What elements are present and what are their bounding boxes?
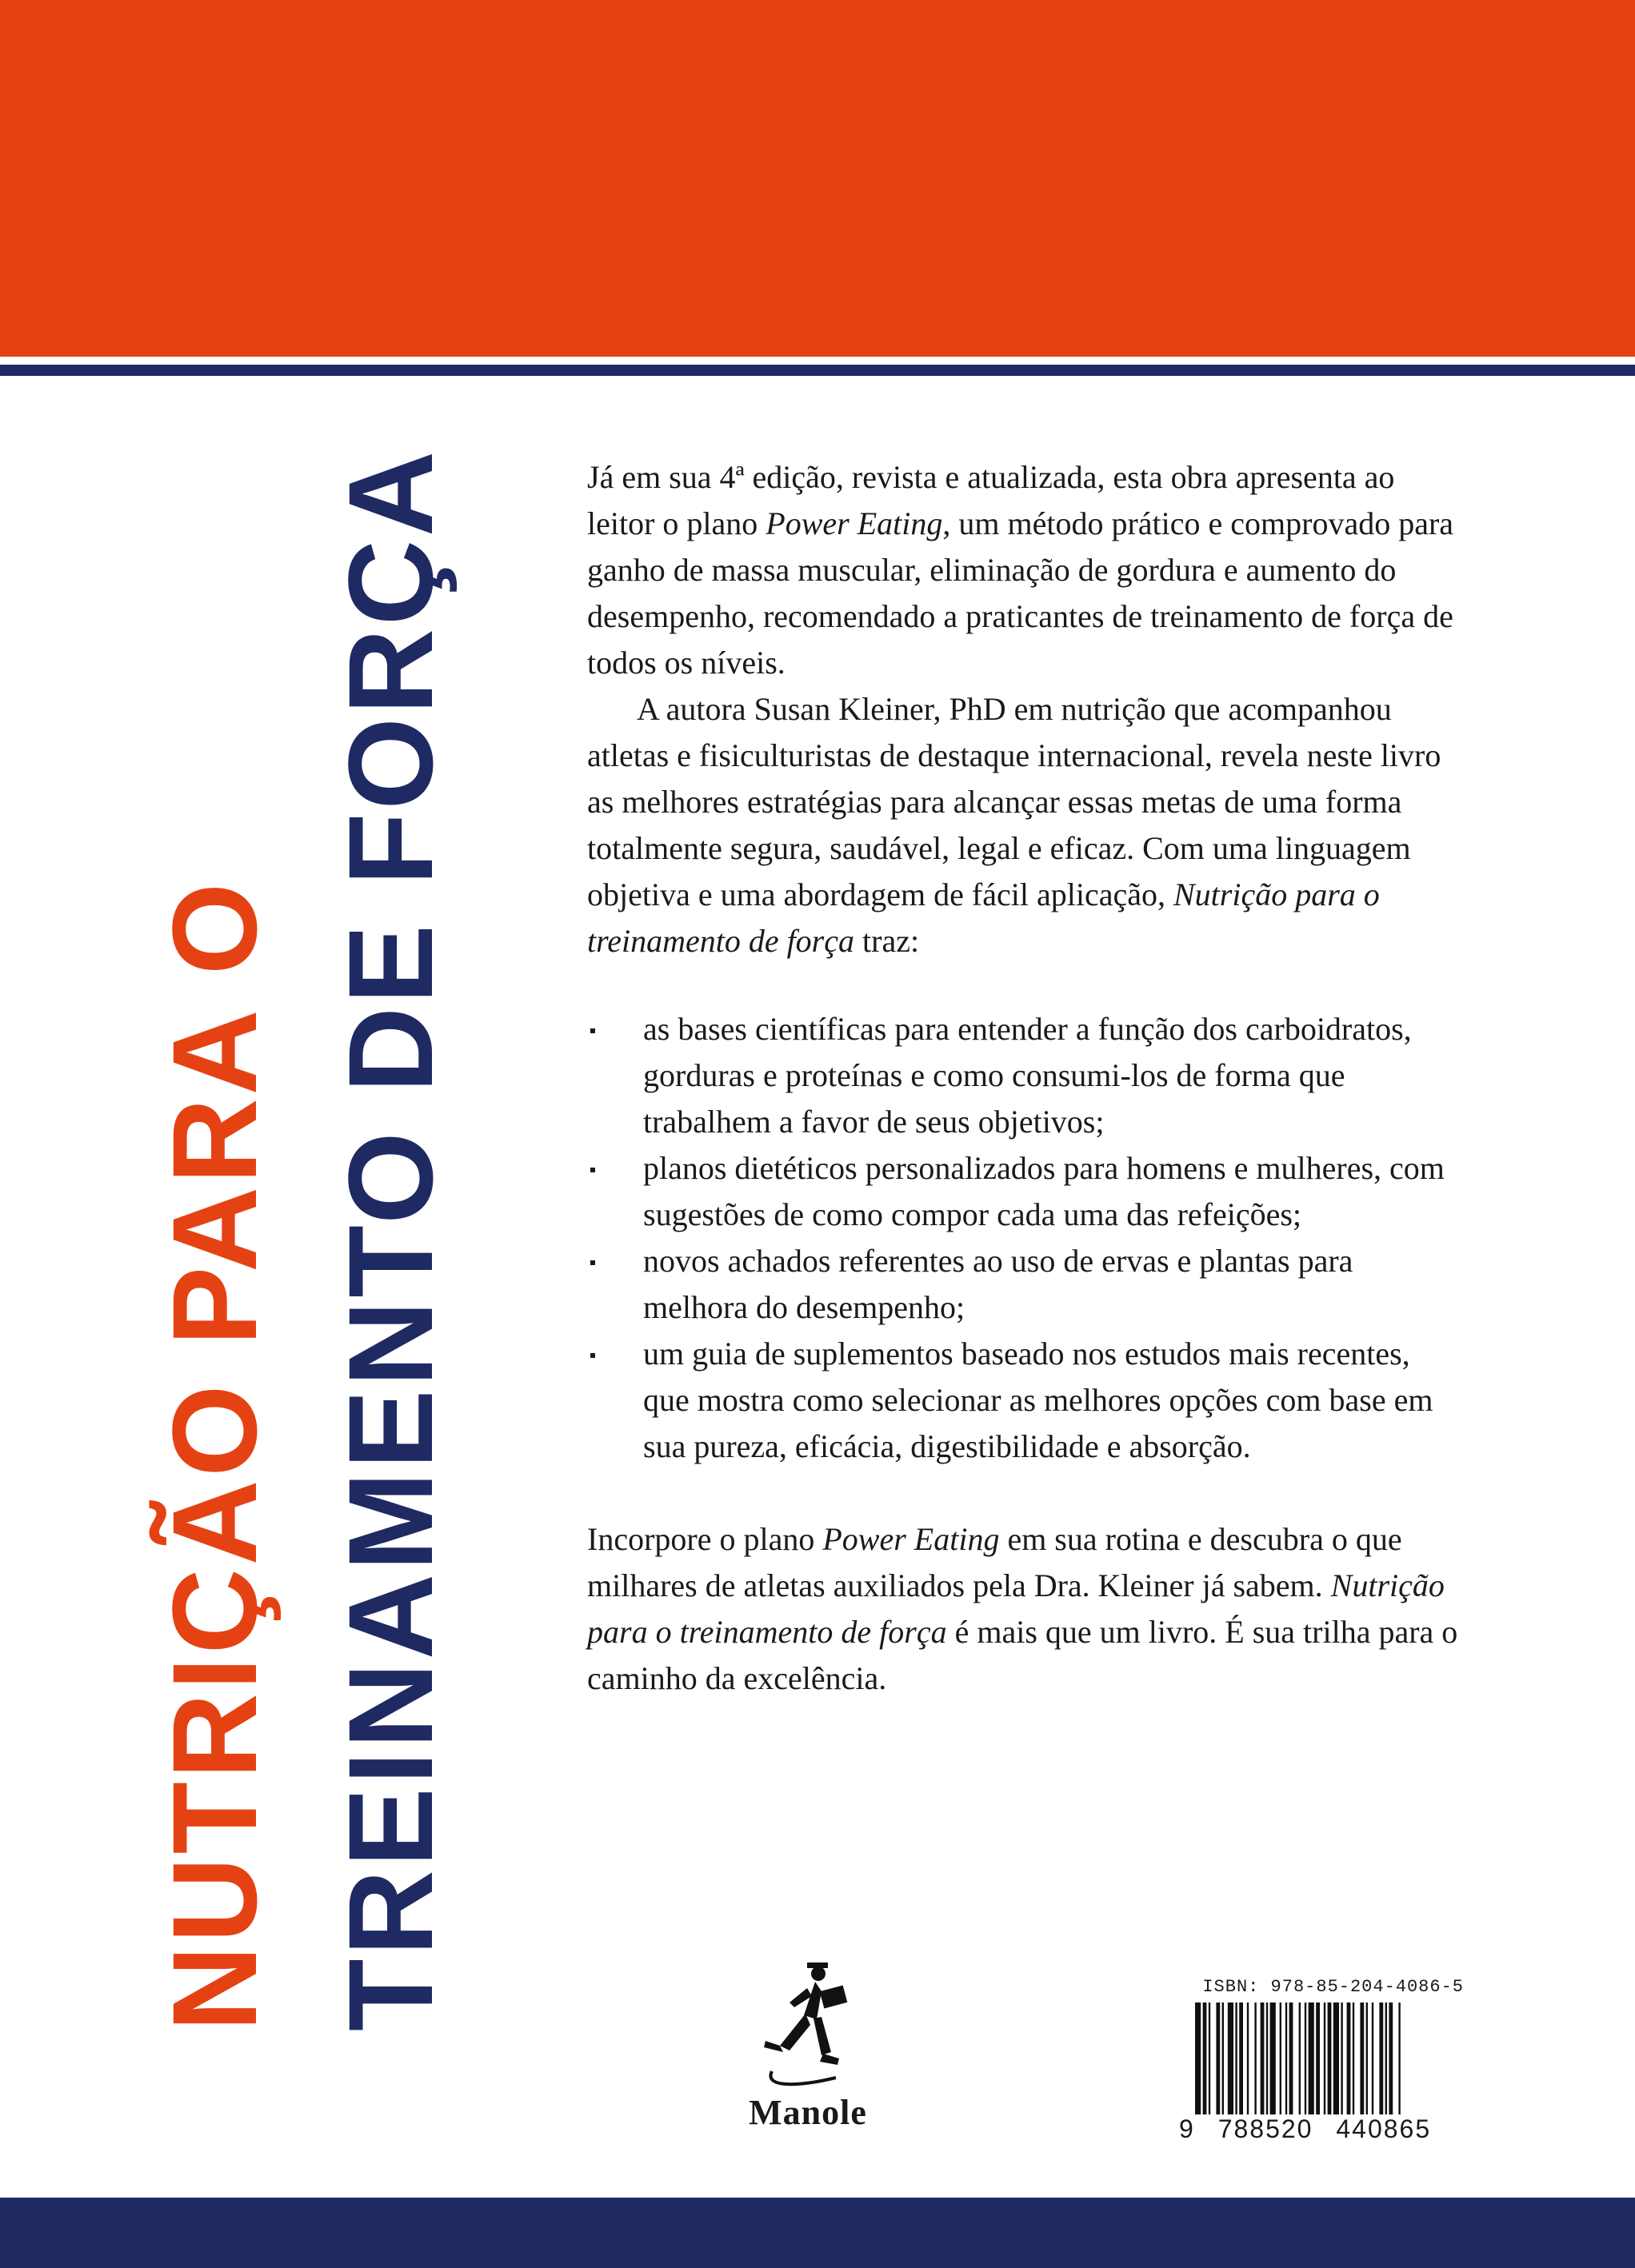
- barcode-bar: [1239, 2002, 1243, 2114]
- blurb-paragraph-1: Já em sua 4ª edição, revista e atualizada, esta obra apresenta ao leitor o plano Power Eating, um método prático e comprovado para ganho de massa muscular, eliminação de gordura e aumento do desempenho, recomendado a praticantes de treinamento de força de todos os níveis.: [587, 459, 1454, 681]
- list-item: planos dietéticos personalizados para homens e mulheres, com sugestões de como compor cada uma das refeições;: [587, 1145, 1459, 1238]
- barcode-bar: [1254, 2002, 1256, 2114]
- barcode-bar: [1341, 2002, 1342, 2114]
- barcode-bar: [1324, 2002, 1325, 2114]
- barcode-bar: [1299, 2002, 1301, 2114]
- navy-divider: [0, 365, 1635, 376]
- barcode-bar: [1270, 2002, 1276, 2114]
- barcode-bar: [1309, 2002, 1314, 2114]
- barcode-bar: [1222, 2002, 1224, 2114]
- barcode-bar: [1333, 2002, 1339, 2114]
- isbn-label: ISBN: 978-85-204-4086-5: [1202, 1977, 1464, 1997]
- barcode-bar: [1316, 2002, 1320, 2114]
- title-line-1: NUTRIÇÃO PARA O: [147, 864, 282, 2031]
- blurb-paragraph-3: Incorpore o plano Power Eating em sua rotina e descubra o que milhares de atletas auxiliados pela Dra. Kleiner já sabem. Nutrição para o treinamento de força é mais que um livro. É sua trilha para o caminho da excelência.: [587, 1521, 1458, 1696]
- barcode-bar: [1328, 2002, 1332, 2114]
- ean-left-group: 788520: [1217, 2114, 1313, 2143]
- barcode-bar: [1195, 2002, 1201, 2114]
- barcode-bar: [1360, 2002, 1364, 2114]
- feature-list: [587, 1006, 1459, 1470]
- barcode-bar: [1235, 2002, 1237, 2114]
- back-cover-blurb: [587, 454, 1459, 1702]
- list-item: as bases científicas para entender a função dos carboidratos, gorduras e proteínas e como consumi-los de forma que trabalhem a favor de seus objetivos;: [587, 1006, 1459, 1145]
- barcode-bar: [1353, 2002, 1354, 2114]
- ean-digits: [1179, 2114, 1464, 2144]
- barcode-bar: [1347, 2002, 1351, 2114]
- top-orange-band: [0, 0, 1635, 357]
- vertical-book-title: [144, 448, 512, 2031]
- barcode-bar: [1366, 2002, 1368, 2114]
- publisher-logo: [740, 1951, 876, 2143]
- ean-right-group: 440865: [1336, 2114, 1432, 2143]
- barcode-bar: [1385, 2002, 1387, 2114]
- white-divider: [0, 357, 1635, 365]
- barcode-bar: [1203, 2002, 1207, 2114]
- barcode-bar: [1266, 2002, 1268, 2114]
- isbn-barcode: [1179, 1977, 1464, 2154]
- vertical-title-svg: [144, 448, 512, 2031]
- blurb-paragraph-2: A autora Susan Kleiner, PhD em nutrição que acompanhou atletas e fisiculturistas de destaque internacional, revela neste livro as melhores estratégias para alcançar essas metas de uma forma totalmente segura, saudável, legal e eficaz. Com uma linguagem objetiva e uma abordagem de fácil aplicação, Nutrição para o treinamento de força traz:: [587, 691, 1441, 959]
- list-item: novos achados referentes ao uso de ervas e plantas para melhora do desempenho;: [587, 1238, 1459, 1331]
- barcode-bar: [1289, 2002, 1293, 2114]
- barcode-bars: [1179, 2002, 1464, 2114]
- barcode-bar: [1372, 2002, 1373, 2114]
- barcode-bar: [1285, 2002, 1287, 2114]
- barcode-bar: [1216, 2002, 1220, 2114]
- barcode-bar: [1228, 2002, 1233, 2114]
- barcode-bar: [1280, 2002, 1281, 2114]
- barcode-bar: [1247, 2002, 1249, 2114]
- barcode-bar: [1209, 2002, 1210, 2114]
- publisher-name: Manole: [749, 2093, 867, 2132]
- list-item: um guia de suplementos baseado nos estudos mais recentes, que mostra como selecionar as melhores opções com base em sua pureza, eficácia, digestibilidade e absorção.: [587, 1331, 1459, 1470]
- ean-first-digit: 9: [1179, 2114, 1195, 2143]
- barcode-bar: [1389, 2002, 1393, 2114]
- running-man-logo-icon: [748, 1951, 868, 2087]
- bottom-navy-band: [0, 2198, 1635, 2268]
- barcode-bar: [1398, 2002, 1400, 2114]
- title-line-2: TREINAMENTO DE FORÇA: [323, 448, 458, 2031]
- barcode-bar: [1379, 2002, 1383, 2114]
- barcode-bar: [1305, 2002, 1306, 2114]
- barcode-bar: [1261, 2002, 1265, 2114]
